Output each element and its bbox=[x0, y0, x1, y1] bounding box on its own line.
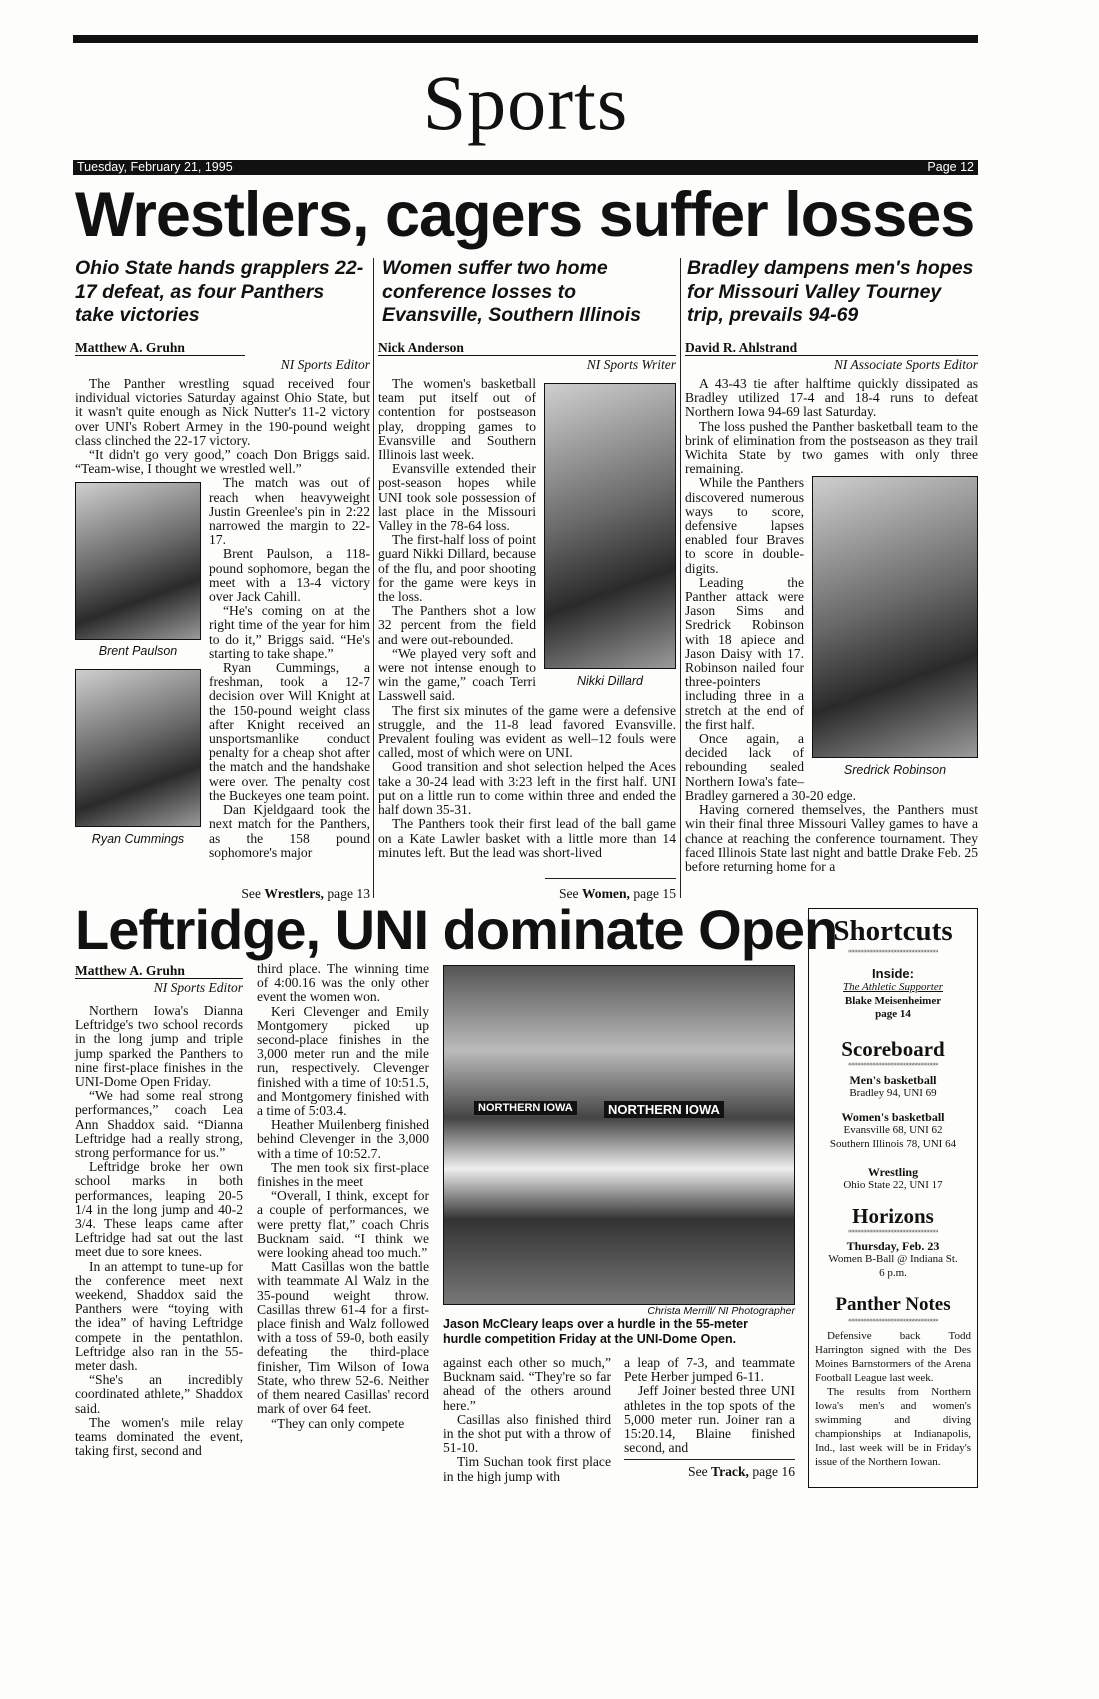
brent-paulson-photo bbox=[75, 482, 201, 640]
main-headline: Wrestlers, cagers suffer losses bbox=[75, 180, 975, 250]
note: Defensive back Todd Harrington signed with the Des Moines Barnstormers of the Arena Football League last week. bbox=[815, 1330, 971, 1384]
score-result: Southern Illinois 78, UNI 64 bbox=[829, 1137, 957, 1150]
rule bbox=[545, 878, 676, 879]
hurdle-photo bbox=[443, 965, 795, 1305]
paragraph: a leap of 7-3, and teammate Pete Herber jumped 6-11. bbox=[624, 1355, 795, 1385]
byline: Matthew A. Gruhn bbox=[75, 340, 245, 356]
track-headline: Leftridge, UNI dominate Open bbox=[75, 898, 838, 961]
column-divider bbox=[680, 258, 681, 898]
paragraph: Brent Paulson, a 118-pound sophomore, began the meet with a 13-4 victory over Jack Cahill. bbox=[209, 546, 370, 605]
paragraph: In an attempt to tune-up for the conference meet next weekend, Shaddox said the Panthers were “toying with the idea” of having Leftridge compete in the pentathlon. Leftridge also ran in the 55-meter dash. bbox=[75, 1258, 243, 1374]
paragraph: The loss pushed the Panther basketball team to the brink of elimination from the postseason as they trail Wichita State by two games with only three remaining. bbox=[685, 418, 978, 477]
paragraph: “They can only compete bbox=[271, 1415, 405, 1431]
ornament-rule: «««««««««««««««»»»»»»»»»»»»»»» bbox=[848, 1226, 938, 1235]
paragraph: The women's mile relay teams dominated the event, taking first, second and bbox=[75, 1414, 243, 1459]
paragraph: Matt Casillas won the battle with teammate Al Walz in the 35-pound weight throw. Casillas threw 61-4 for a first-place finish and Walz followed with a toss of 59-0, both easily defeating the third-place finisher, Tim Wilson of Iowa State, who threw 52-6. Neither of them neared Casillas' record mark of over 64 feet. bbox=[257, 1259, 429, 1417]
paragraph: Evansville extended their post-season hopes while UNI took sole possession of last place in the Missouri Valley in the 78-64 loss. bbox=[378, 461, 536, 534]
paragraph: Ryan Cummings, a freshman, took a 12-7 decision over Will Knight at the 150-pound weight class after Knight received an unsportsmanlike conduct penalty for a cheap shot after the match and the handshake were over. The penalty cost the Buckeyes one team point. bbox=[209, 660, 370, 803]
women-story bbox=[378, 377, 676, 860]
paragraph: The first six minutes of the game were a defensive struggle, and the 11-8 lead favored Evansville. Prevalent fouling was evident as well–12 fouls were called, most of which were on UNI. bbox=[378, 702, 676, 761]
inside-author: Blake Meisenheimer bbox=[844, 994, 942, 1007]
sredrick-robinson-photo bbox=[812, 476, 978, 758]
paragraph: Northern Iowa's Dianna Leftridge's two school records in the long jump and triple jump sparked the Panthers to nine first-place finishes in the UNI-Dome Open Friday. bbox=[75, 1003, 243, 1090]
byline-title: NI Sports Writer bbox=[586, 357, 676, 372]
sredrick-robinson-photo-block bbox=[812, 476, 978, 778]
paragraph: against each other so much,” Bucknam said. “They're so far ahead of the others around here.” bbox=[443, 1355, 611, 1413]
section-title: Sports bbox=[422, 59, 629, 146]
note: The results from Northern Iowa's men's and women's swimming and diving championships at Indianapolis, Ind., last week will be in Friday's issue of the Northern Iowan. bbox=[815, 1386, 971, 1468]
paragraph: “We played very soft and were not intense enough to win the game,” coach Terri Lasswell said. bbox=[378, 645, 536, 704]
horizons-date: Thursday, Feb. 23 bbox=[846, 1238, 940, 1253]
men-subhead: Bradley dampens men's hopes for Missouri Valley Tourney trip, prevails 94-69 bbox=[687, 257, 974, 326]
paragraph: “Overall, I think, except for a couple of performances, we were pretty flat,” coach Chris Bucknam said. “I think we were looking ahead too much.” bbox=[257, 1188, 429, 1261]
paragraph: Jeff Joiner bested three UNI athletes in the top spots of the 5,000 meter run. Joiner ran a 15:20.14, Blaine finished second, and bbox=[624, 1383, 795, 1456]
byline: Nick Anderson bbox=[378, 340, 676, 356]
ornament-rule: «««««««««««««««»»»»»»»»»»»»»»» bbox=[848, 1059, 938, 1068]
nikki-dillard-photo bbox=[544, 383, 676, 669]
issue-date: Tuesday, February 21, 1995 bbox=[77, 160, 233, 174]
paragraph: “It didn't go very good,” coach Don Briggs said. “Team-wise, I thought we wrestled well.” bbox=[75, 447, 370, 477]
inside-label: Inside: bbox=[872, 966, 914, 981]
horizons-event: Women B-Ball @ Indiana St. bbox=[828, 1253, 958, 1265]
jump-target: Track, bbox=[711, 1464, 749, 1479]
paragraph: The Panther wrestling squad received four individual victories Saturday against Ohio State, but it wasn't quite enough as Nick Nutter's 11-2 victory over UNI's Robert Armey in the 190-pound weight class clinched the 22-17 victory. bbox=[75, 376, 370, 448]
byline-title: NI Associate Sports Editor bbox=[833, 357, 978, 372]
wrestler-photos bbox=[75, 482, 201, 847]
rule bbox=[624, 1459, 795, 1460]
page-number: Page 12 bbox=[927, 160, 974, 174]
track-story-col2 bbox=[257, 962, 429, 1431]
paragraph: Leading the Panther attack were Jason Sims and Sredrick Robinson with 18 apiece and Jason Daisy with 17. Robinson nailed four three-pointers including three in a stretch at the end of the first half. bbox=[685, 574, 804, 732]
jump-prefix: See bbox=[688, 1464, 712, 1479]
paragraph: “We had some real strong performances,” coach Lea Ann Shaddox said. “Dianna Leftridge had a really strong, strong performance for us.” bbox=[75, 1088, 243, 1161]
paragraph: Casillas also finished third in the shot put with a throw of 51-10. bbox=[443, 1411, 611, 1456]
ornament-rule: «««««««««««««««»»»»»»»»»»»»»»» bbox=[848, 947, 938, 955]
score-result: Bradley 94, UNI 69 bbox=[849, 1086, 937, 1099]
women-byline-block bbox=[378, 340, 676, 373]
men-story bbox=[685, 377, 978, 874]
column-divider bbox=[373, 258, 374, 898]
ryan-cummings-photo bbox=[75, 669, 201, 827]
photo-caption: Sredrick Robinson bbox=[843, 763, 947, 778]
score-sport: Women's basketball bbox=[841, 1110, 945, 1124]
paragraph: The Panthers shot a low 32 percent from the field and were out-rebounded. bbox=[378, 603, 536, 647]
inside-page: page 14 bbox=[875, 1008, 911, 1020]
paragraph: “He's coming on at the right time of the year for him to do it,” Briggs said. “He's starting to take shape.” bbox=[209, 603, 370, 661]
track-byline-block bbox=[75, 963, 243, 996]
byline: Matthew A. Gruhn bbox=[75, 963, 243, 979]
paragraph: Once again, a decided lack of rebounding sealed Northern Iowa's fate–Bradley garnered a 30-20 edge. bbox=[685, 731, 856, 803]
nikki-dillard-photo-block bbox=[544, 383, 676, 689]
paragraph: Keri Clevenger and Emily Montgomery picked up second-place finishes in the 3,000 meter run and the mile run, respectively. Clevenger finished with a time of 10:51.5, and Montgomery finished with a time of 5:03.4. bbox=[257, 1003, 429, 1119]
photo-credit: Christa Merrill/ NI Photographer bbox=[647, 1305, 795, 1317]
paragraph: Having cornered themselves, the Panthers must win their final three Missouri Valley games to have a chance at reaching the conference tournament. They faced Illinois State last night and battle Drake Feb. 25 before returning home for a bbox=[685, 802, 978, 874]
shortcuts-box bbox=[808, 908, 978, 1488]
score-result: Ohio State 22, UNI 17 bbox=[843, 1179, 943, 1191]
wrestling-subhead: Ohio State hands grapplers 22-17 defeat, as four Panthers take victories bbox=[75, 257, 364, 326]
date-bar bbox=[73, 160, 978, 175]
paragraph: Tim Suchan took first place in the high jump with bbox=[443, 1454, 611, 1484]
paragraph: third place. The winning time of 4:00.16 was the only other event the women won. bbox=[257, 961, 429, 1005]
track-story-col3 bbox=[443, 1356, 611, 1484]
score-result: Evansville 68, UNI 62 bbox=[843, 1124, 943, 1136]
jump-page: page 13 bbox=[323, 886, 370, 901]
track-story-col4 bbox=[624, 1356, 795, 1455]
paragraph: Leftridge broke her own school marks in both performances, leaping 20-5 1/4 in the long jump and 40-2 3/4. These leaps came after Leftridge had sat out the last meet due to sore knees. bbox=[75, 1159, 243, 1260]
jump-page: page 15 bbox=[629, 886, 676, 901]
women-subhead: Women suffer two home conference losses to Evansville, Southern Illinois bbox=[382, 257, 641, 326]
wrestling-story bbox=[75, 377, 370, 860]
horizons-time: 6 p.m. bbox=[879, 1266, 907, 1279]
jump-prefix: See bbox=[558, 886, 582, 901]
track-story-col1 bbox=[75, 1004, 243, 1459]
shortcuts-title: Shortcuts bbox=[833, 915, 953, 947]
byline-title: NI Sports Editor bbox=[153, 980, 243, 995]
inside-feature[interactable]: The Athletic Supporter bbox=[842, 981, 943, 993]
photo-signage: NORTHERN IOWA bbox=[604, 1101, 724, 1118]
paragraph: “She's an incredibly coordinated athlete,” Shaddox said. bbox=[75, 1372, 243, 1416]
paragraph: The women's basketball team put itself out of contention for postseason play, dropping games to Evansville and Southern Illinois last week. bbox=[378, 376, 536, 463]
panther-notes-title: Panther Notes bbox=[835, 1294, 951, 1315]
horizons-title: Horizons bbox=[852, 1203, 934, 1228]
jump-target: Women, bbox=[581, 886, 630, 901]
scoreboard-title: Scoreboard bbox=[841, 1036, 945, 1061]
paragraph: The first-half loss of point guard Nikki Dillard, because of the flu, and poor shooting for the game were keys in the loss. bbox=[378, 532, 536, 605]
wrestling-byline-block bbox=[75, 340, 370, 373]
paragraph: A 43-43 tie after halftime quickly dissipated as Bradley utilized 17-4 and 18-4 runs to defeat Northern Iowa 94-69 last Saturday. bbox=[685, 376, 978, 420]
paragraph: Good transition and shot selection helped the Aces take a 30-24 lead with 3:23 left in the first half. UNI put on a little run to come within three and ended the half down 35-31. bbox=[378, 759, 676, 818]
jump-target: Wrestlers, bbox=[264, 886, 324, 901]
paragraph: The men took six first-place finishes in the meet bbox=[257, 1159, 429, 1190]
photo-caption: Jason McCleary leaps over a hurdle in the 55-meter hurdle competition Friday at the UNI-Dome Open. bbox=[443, 1317, 748, 1346]
photo-signage: NORTHERN IOWA bbox=[474, 1101, 577, 1115]
photo-caption: Ryan Cummings bbox=[91, 832, 185, 847]
jump-page: page 16 bbox=[748, 1464, 795, 1479]
photo-caption: Nikki Dillard bbox=[577, 674, 643, 688]
paragraph: The Panthers took their first lead of the ball game on a Kate Lawler basket with a little more than 14 minutes left. But the lead was short-lived bbox=[378, 816, 676, 860]
paragraph: Heather Muilenberg finished behind Clevenger in the 3,000 with a time of 10:52.7. bbox=[257, 1117, 429, 1161]
ornament-rule: «««««««««««««««»»»»»»»»»»»»»»» bbox=[848, 1316, 938, 1324]
paragraph: Dan Kjeldgaard took the next match for the Panthers, as the 158 pound sophomore's major bbox=[209, 802, 370, 860]
men-byline-block bbox=[685, 340, 978, 373]
score-sport: Men's basketball bbox=[849, 1072, 937, 1087]
score-sport: Wrestling bbox=[867, 1165, 919, 1179]
byline-title: NI Sports Editor bbox=[280, 357, 370, 372]
jump-prefix: See bbox=[241, 886, 265, 901]
paragraph: While the Panthers discovered numerous ways to score, defensive lapses enabled four Braves to score in double-digits. bbox=[685, 475, 804, 576]
paragraph: The match was out of reach when heavyweight Justin Greenlee's pin in 2:22 narrowed the margin to 22-17. bbox=[209, 475, 370, 548]
photo-caption: Brent Paulson bbox=[98, 644, 178, 659]
byline: David R. Ahlstrand bbox=[685, 340, 978, 356]
top-rule bbox=[73, 35, 978, 43]
jump-line-track[interactable] bbox=[624, 1464, 795, 1480]
